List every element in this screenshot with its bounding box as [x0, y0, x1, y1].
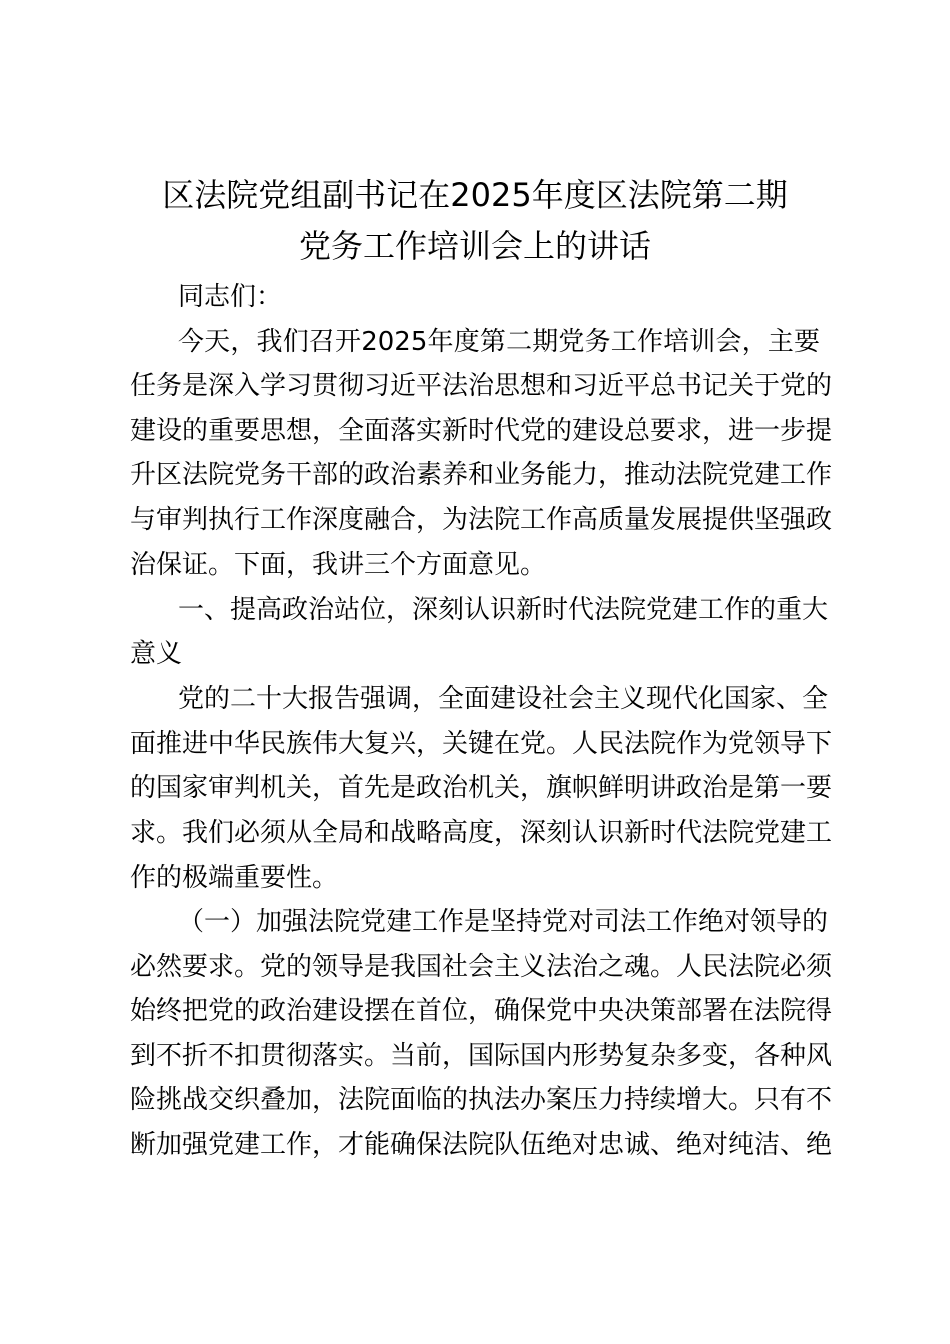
body-line: 建设的重要思想，全面落实新时代党的建设总要求，进一步提 [130, 416, 833, 446]
body-line: 的国家审判机关，首先是政治机关，旗帜鲜明讲政治是第一要 [130, 773, 833, 803]
body-line: 作的极端重要性。 [130, 863, 339, 893]
body-line: 到不折不扣贯彻落实。当前，国际国内形势复杂多变，各种风 [130, 1041, 833, 1071]
body-line: 治保证。下面，我讲三个方面意见。 [130, 550, 547, 580]
section-heading: 意义 [130, 639, 183, 669]
body-line: （一）加强法院党建工作是坚持党对司法工作绝对领导的 [178, 907, 829, 937]
body-line: 升区法院党务干部的政治素养和业务能力，推动法院党建工作 [130, 460, 833, 490]
body-line: 始终把党的政治建设摆在首位，确保党中央决策部署在法院得 [130, 996, 833, 1026]
title-line-1: 区法院党组副书记在2025年度区法院第二期 [162, 176, 788, 214]
section-heading: 一、提高政治站位，深刻认识新时代法院党建工作的重大 [178, 595, 829, 625]
body-line: 面推进中华民族伟大复兴，关键在党。人民法院作为党领导下 [130, 729, 833, 759]
title-line-2: 党务工作培训会上的讲话 [298, 227, 651, 265]
body-line: 党的二十大报告强调，全面建设社会主义现代化国家、全 [178, 684, 829, 714]
body-line: 必然要求。党的领导是我国社会主义法治之魂。人民法院必须 [130, 952, 833, 982]
body-line: 与审判执行工作深度融合，为法院工作高质量发展提供坚强政 [130, 505, 833, 535]
body-line: 险挑战交织叠加，法院面临的执法办案压力持续增大。只有不 [130, 1085, 833, 1115]
body-line: 任务是深入学习贯彻习近平法治思想和习近平总书记关于党的 [130, 371, 833, 401]
body-line: 求。我们必须从全局和战略高度，深刻认识新时代法院党建工 [130, 818, 833, 848]
body-line: 今天，我们召开2025年度第二期党务工作培训会，主要 [178, 327, 820, 357]
salutation: 同志们： [178, 282, 283, 312]
body-line: 断加强党建工作，才能确保法院队伍绝对忠诚、绝对纯洁、绝 [130, 1130, 833, 1160]
